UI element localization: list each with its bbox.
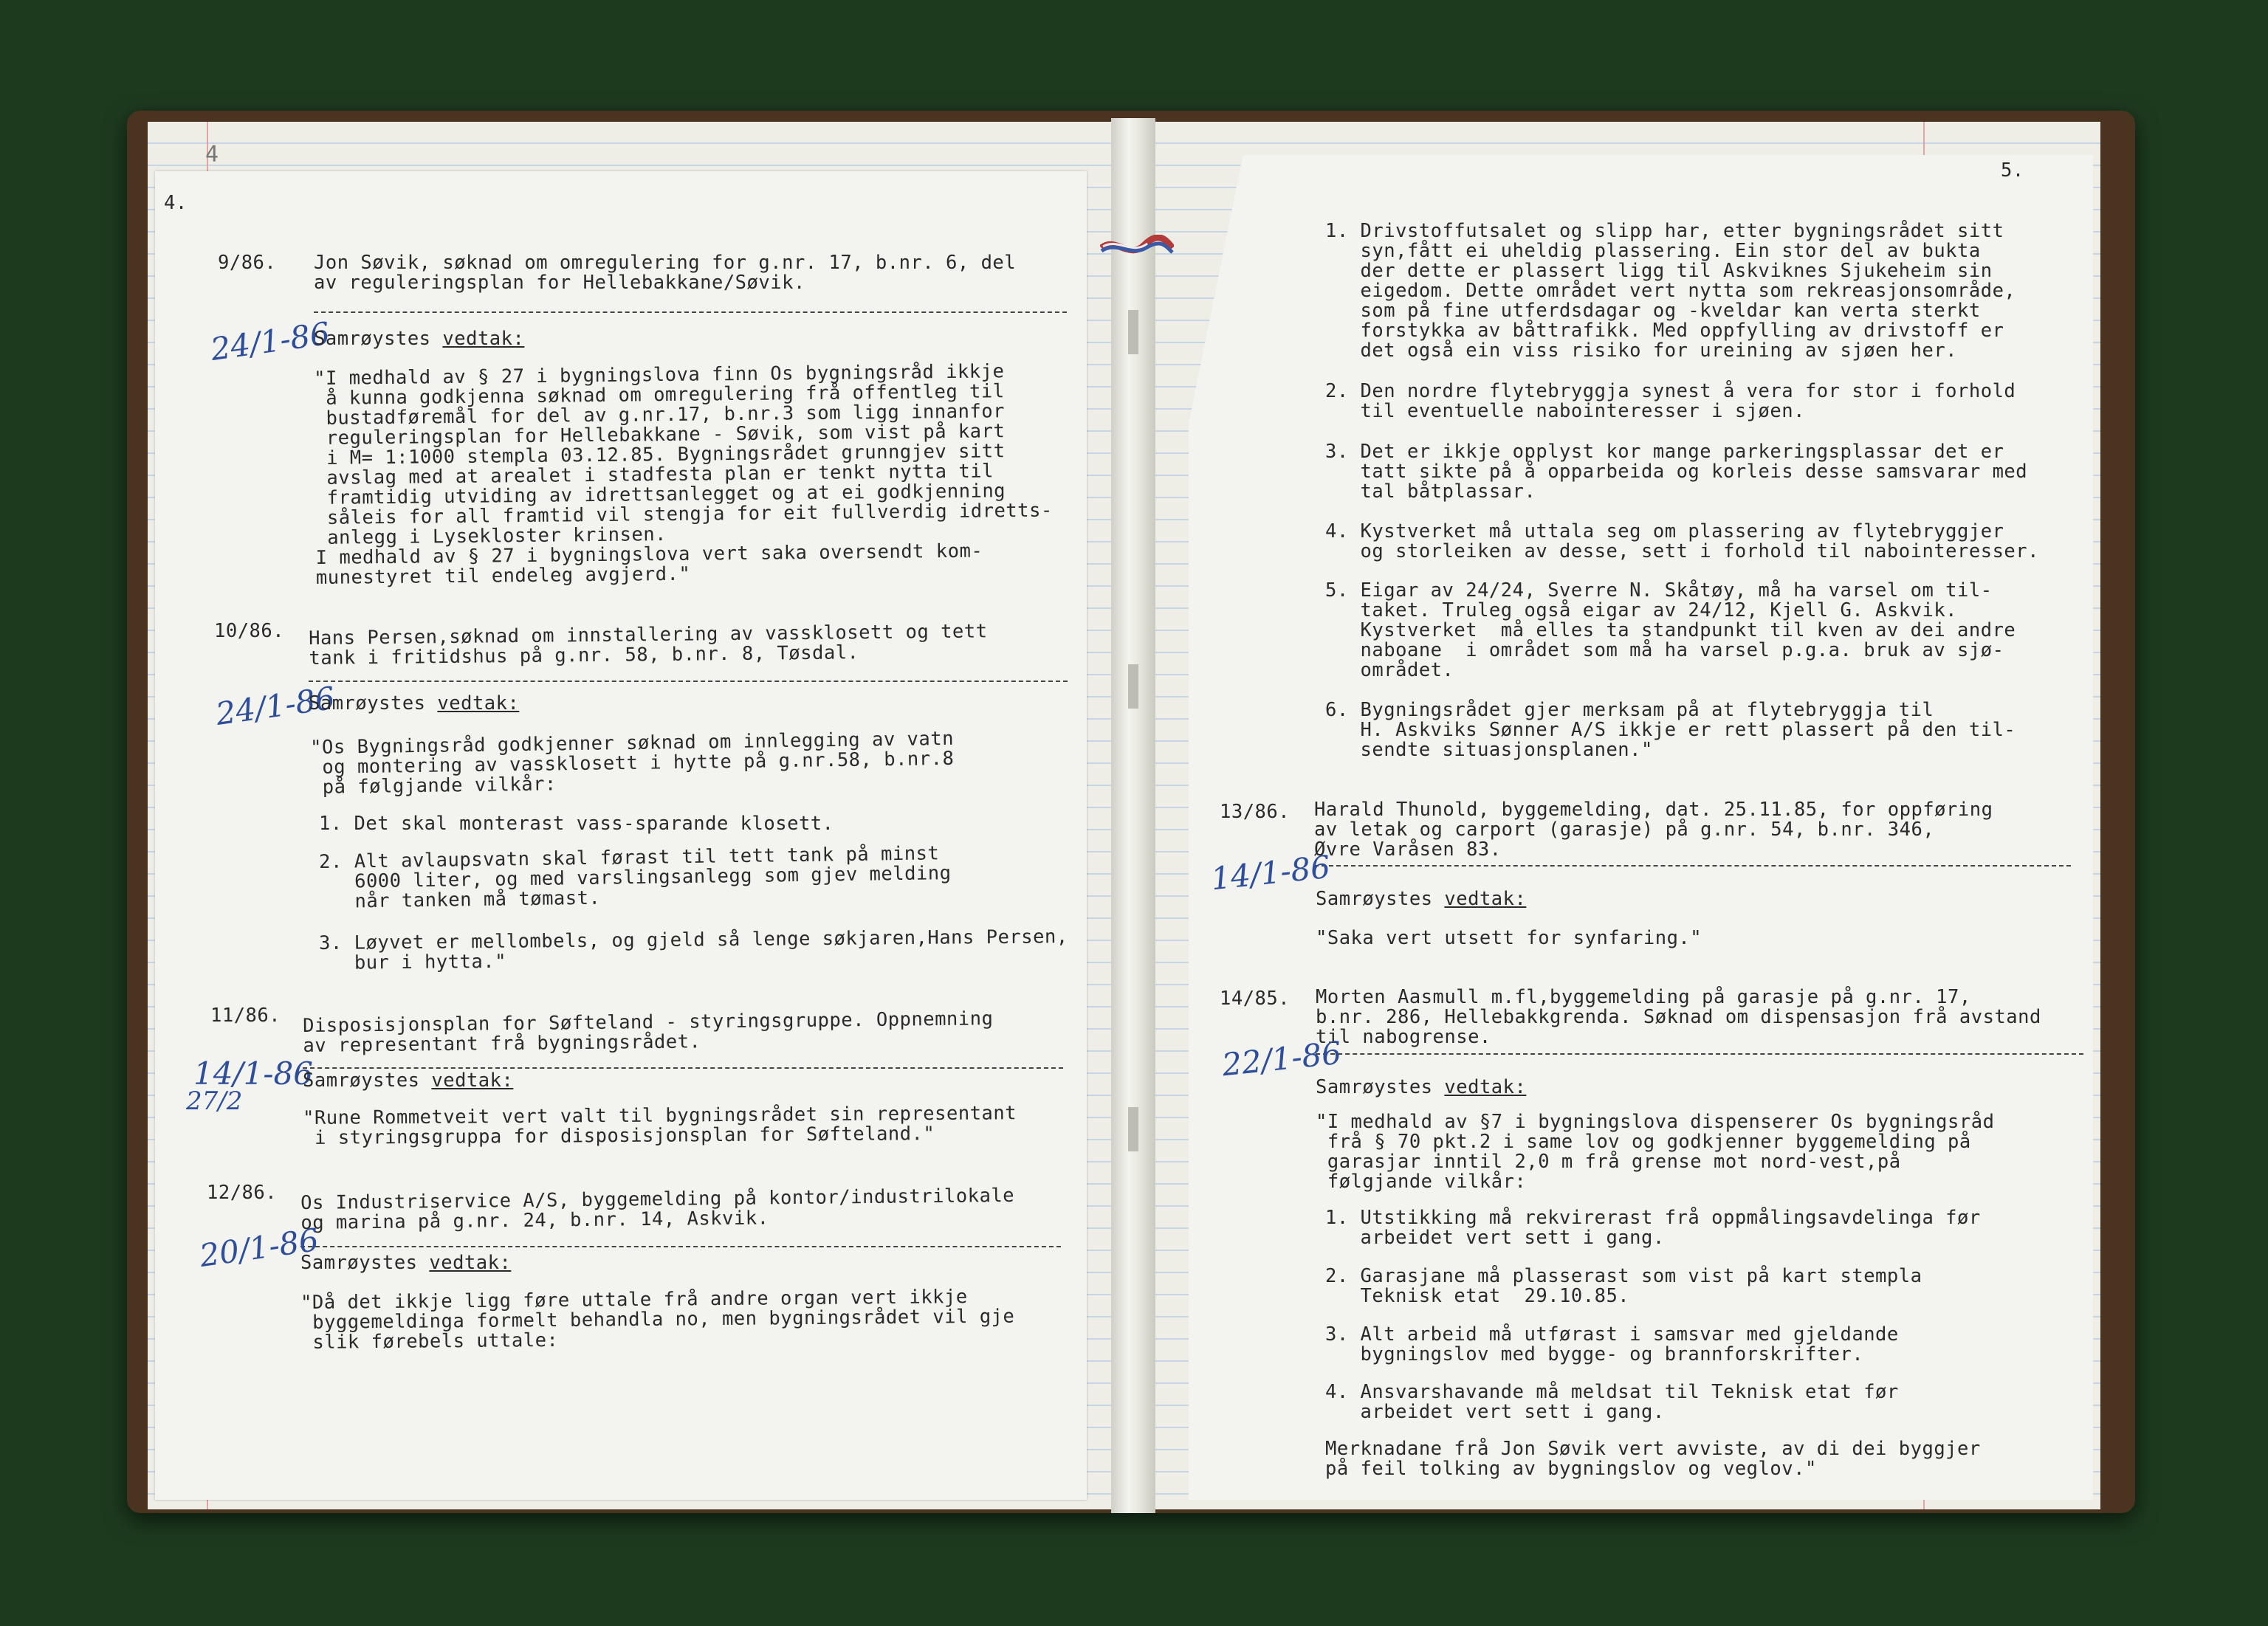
stitch [1128,1107,1138,1151]
vote-label: Samrøystes vedtak: [1316,1076,1527,1098]
decision-text: "I medhald av §7 i bygningslova dispenserer Os bygningsråd frå § 70 pkt.2 i same lov og godkjenner byggemelding på garasjar inntil 2,0 m frå grense mot nord-vest,på følgjande vilkår: [1316,1111,1995,1193]
page-number-right: 5. [2001,159,2024,182]
separator-line [1314,865,2071,867]
vote-label: Samrøystes vedtak: [303,1069,514,1092]
separator-line [309,681,1068,682]
condition-item: 4. Ansvarshavande må meldsat til Teknisk etat før arbeidet vert sett i gang. [1325,1381,1899,1423]
vote-label: Samrøystes vedtak: [1316,888,1527,910]
condition-item: 2. Alt avlaupsvatn skal førast til tett tank på minst 6000 liter, og med varslingsanlegg som gjev melding når tanken må tømast. [318,842,952,913]
condition-item: 1. Det skal monterast vass-sparande klosett. [319,813,834,835]
handwritten-date: 14/1-86 [1209,848,1333,898]
handwritten-date: 22/1-86 [1220,1034,1344,1084]
decision-text: "Saka vert utsett for synfaring." [1316,927,1702,949]
case-title: Disposisjonsplan for Søfteland - styringsgruppe. Oppnemning av representant frå bygningsrådet. [302,1007,994,1057]
vote-label: Samrøystes vedtak: [300,1252,512,1274]
case-number: 10/86. [214,620,285,642]
handwritten-note: 27/2 [186,1086,243,1116]
closing-remark: Merknadane frå Jon Søvik vert avviste, av di dei byggjer på feil tolking av bygningslov og veglov." [1325,1438,1981,1480]
separator-line [303,1067,1063,1069]
case-number: 12/86. [207,1182,278,1204]
case-title: Os Industriservice A/S, byggemelding på kontor/industrilokale og marina på g.nr. 24, b.nr. 14, Askvik. [300,1184,1015,1234]
condition-item: 1. Drivstoffutsalet og slipp har, etter bygningsrådet sitt syn,fått ei uheldig plassering. Ein stor del av bukta der dette er plassert ligg til Askviknes Sjukeheim sin eigedom. Dette området vert nytta som rekreasjonsområde, som på fine utferdsdagar og -kveldar kan verta sterkt forstykka av båttrafikk. Med oppfylling av drivstoff er det også ein viss risiko for ureining av sjøen her. [1325,220,2016,362]
separator-line [1316,1053,2083,1055]
condition-item: 5. Eigar av 24/24, Sverre N. Skåtøy, må ha varsel om til- taket. Truleg også eigar av 24/12, Kjell G. Askvik. Kystverket må elles ta standpunkt til kven av dei andre naboane i området som må ha varsel p.g.a. bruk av sjø- området. [1325,579,2016,681]
case-number: 14/85. [1220,988,1291,1010]
condition-item: 6. Bygningsrådet gjer merksam på at flytebryggja til H. Askviks Sønner A/S ikkje er rett plassert på den til- sendte situasjonsplanen." [1325,699,2016,761]
case-number: 11/86. [210,1005,281,1027]
handwritten-date: 20/1-86 [197,1221,321,1275]
separator-line [314,311,1067,313]
stitch [1128,664,1138,709]
vote-label: Samrøystes vedtak: [314,328,525,350]
condition-item: 2. Den nordre flytebryggja synest å vera for stor i forhold til eventuelle nabointeresser i sjøen. [1325,380,2016,422]
handwritten-date: 24/1-86 [208,314,332,368]
case-title: Harald Thunold, byggemelding, dat. 25.11.85, for oppføring av letak og carport (garasje) på g.nr. 54, b.nr. 346, Øvre Varåsen 83. [1314,799,1993,861]
decision-text: "Då det ikkje ligg føre uttale frå andre organ vert ikkje byggemeldinga formelt behandla no, men bygningsrådet vil gje slik førebels uttale: [300,1286,1015,1354]
condition-item: 3. Det er ikkje opplyst kor mange parkeringsplassar det er tatt sikte på å opparbeida og korleis desse samsvarar med tal båtplassar. [1325,441,2028,503]
decision-text: "Os Bygningsråd godkjenner søknad om innlegging av vatn og montering av vassklosett i hytte på g.nr.58, b.nr.8 på følgjande vilkår: [309,727,955,799]
case-number: 13/86. [1220,801,1291,823]
condition-item: 3. Løyvet er mellombels, og gjeld så lenge søkjaren,Hans Persen, bur i hytta." [318,926,1068,974]
handwritten-date: 24/1-86 [213,679,337,733]
decision-text: "Rune Rommetveit vert valt til bygningsrådet sin representant i styringsgruppa for disposisjonsplan for Søfteland." [302,1102,1017,1149]
decision-text: "I medhald av § 27 i bygningslova finn Os bygningsråd ikkje å kunna godkjenna søknad om omregulering frå offentleg til bustadføremål for del av g.nr.17, b.nr.3 som ligg innanfor reguleringsplan for Hellebakkane - Søvik, som vist på kart i M= 1:1000 stempla 03.12.85. Bygningsrådet grunngjev sitt avslag med at arealet i stadfesta plan er tenkt nytta til framtidig utviding av idrettsanlegget og at ei godkjenning såleis for all framtid vil stengja for eit fullverdig idretts- anlegg i Lysekloster krinsen. I medhald av § 27 i bygningslova vert saka oversendt kom- munestyret til endeleg avgjerd." [313,360,1053,589]
binding-ribbon [1100,235,1174,261]
pencil-page-number: 4 [205,142,219,168]
condition-item: 4. Kystverket må uttala seg om plassering av flytebryggjer og storleiken av desse, sett i forhold til nabointeresser. [1325,520,2039,562]
page-number-left: 4. [164,192,188,214]
condition-item: 3. Alt arbeid må utførast i samsvar med gjeldande bygningslov med bygge- og brannforskrifter. [1325,1323,1899,1365]
case-title: Jon Søvik, søknad om omregulering for g.nr. 17, b.nr. 6, del av reguleringsplan for Hellebakkane/Søvik. [314,252,1017,294]
separator-line [300,1246,1061,1247]
stitch [1128,310,1138,354]
case-title: Hans Persen,søknad om innstallering av vassklosett og tett tank i fritidshus på g.nr. 58, b.nr. 8, Tøsdal. [308,620,988,669]
vote-label: Samrøystes vedtak: [309,692,520,714]
condition-item: 1. Utstikking må rekvirerast frå oppmålingsavdelinga før arbeidet vert sett i gang. [1325,1207,1981,1249]
case-number: 9/86. [218,252,277,274]
case-title: Morten Aasmull m.fl,byggemelding på garasje på g.nr. 17, b.nr. 286, Hellebakkgrenda. Søknad om dispensasjon frå avstand til nabogrense. [1316,986,2041,1048]
handwritten-date: 14/1-86 [193,1055,313,1092]
condition-item: 2. Garasjane må plasserast som vist på kart stempla Teknisk etat 29.10.85. [1325,1265,1922,1307]
